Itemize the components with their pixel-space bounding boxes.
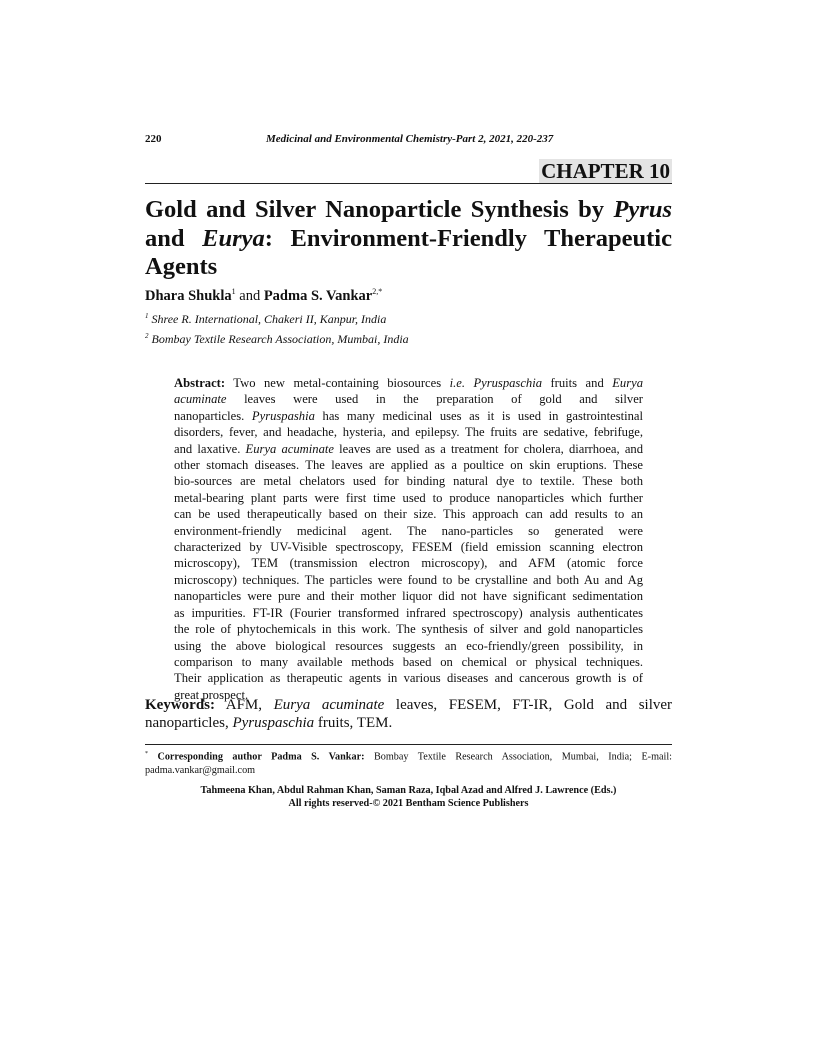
text-line (174, 539, 643, 555)
text-line (174, 391, 643, 407)
text-line (174, 605, 643, 621)
text-segment: * (145, 751, 148, 757)
text-line (174, 555, 643, 571)
author-name: Dhara Shukla (145, 287, 232, 304)
text-line (174, 490, 643, 506)
text-segment: other stomach diseases. The leaves are applied as a poultice on skin eruptions. These (174, 458, 643, 473)
text-segment: and laxative. (174, 441, 246, 456)
copyright-line: All rights reserved-© 2021 Bentham Science Publishers (288, 798, 529, 809)
text-segment: Eurya acuminate (273, 697, 385, 713)
text-segment: fruits and (542, 376, 613, 390)
text-segment: environment-friendly medicinal agent. The nano-particles so generated were (174, 523, 643, 538)
text-segment: disorders, fever, and headache, hysteria, and epilepsy. The fruits are sedative, febrifuge, (174, 425, 643, 440)
text-line (145, 225, 672, 254)
text-segment: characterized by UV-Visible spectroscopy, FESEM (field emission scanning electron (174, 540, 643, 555)
affiliation-mark: 1 (145, 312, 149, 320)
author-conjunction: and (235, 287, 264, 304)
text-segment: nanoparticles. (174, 408, 252, 423)
text-segment: Eurya (202, 224, 265, 252)
text-line (174, 654, 643, 670)
text-segment: can be used therapeutically based on their size. This approach can add results to an (174, 507, 643, 522)
affiliation-mark: 2 (145, 332, 149, 340)
text-segment: metal-bearing plant parts were first time used to produce nanoparticles which further (174, 490, 643, 505)
text-line (145, 196, 672, 225)
text-segment: Gold and Silver Nanoparticle Synthesis by (145, 196, 614, 223)
text-segment: microscopy) techniques. The particles were found to be crystalline and both Au and Ag (174, 572, 643, 587)
author-list (145, 287, 382, 305)
affiliation-text: Bombay Textile Research Association, Mumbai, India (148, 332, 409, 346)
text-segment: microscopy), TEM (transmission electron microscopy), and AFM (atomic force (174, 556, 643, 571)
text-segment: acuminate (174, 392, 227, 407)
text-line (145, 764, 672, 778)
text-line (174, 473, 643, 489)
text-segment: Abstract: (174, 376, 226, 390)
text-segment: fruits, TEM. (314, 715, 393, 731)
chapter-title (145, 196, 672, 282)
text-segment: has many medicinal uses as it is used in gastrointestinal (314, 408, 644, 423)
text-segment: Pyruspashia (251, 408, 315, 423)
text-segment: Two new metal-containing biosources (225, 376, 450, 390)
editors-credit (145, 784, 672, 810)
text-line (174, 408, 643, 424)
text-line (174, 424, 643, 440)
text-segment: comparison to many available methods based on chemical or physical techniques. (174, 654, 643, 669)
text-segment: Pyrus (613, 196, 672, 223)
text-segment: leaves, FESEM, FT-IR, Gold and silver (384, 697, 673, 713)
text-line (145, 747, 672, 764)
text-segment: : Environment-Friendly Therapeutic (264, 224, 672, 252)
text-segment: leaves are used as a treatment for cholera, diarrhoea, and (333, 441, 644, 456)
page-number: 220 (145, 133, 162, 145)
author-affiliation-mark: 2,* (372, 287, 383, 296)
text-segment: Bombay Textile Research Association, Mumbai, India; E-mail: (364, 751, 672, 763)
text-line (174, 441, 643, 457)
text-segment: Eurya (612, 376, 643, 390)
text-segment: nanoparticles were pure and their mother liquor did not have significant sedimentation (174, 589, 643, 604)
header-divider (145, 183, 672, 184)
text-segment: Agents (145, 253, 218, 280)
text-segment: and (145, 224, 203, 252)
text-line (174, 638, 643, 654)
text-line (174, 506, 643, 522)
abstract (174, 375, 643, 703)
text-line (145, 714, 672, 732)
editors-line: Tahmeena Khan, Abdul Rahman Khan, Saman Raza, Iqbal Azad and Alfred J. Lawrence (Eds.) (200, 785, 617, 796)
text-segment: i.e. Pyruspaschia (449, 376, 543, 390)
affiliation (145, 332, 409, 347)
text-segment: AFM, (215, 697, 274, 713)
keywords (145, 696, 672, 732)
affiliation-text: Shree R. International, Chakeri II, Kanpur, India (148, 312, 387, 326)
text-segment: bio-sources are metal chelators used for binding natural dye to textile. These both (174, 474, 643, 489)
text-line (174, 621, 643, 637)
chapter-label: CHAPTER 10 (541, 159, 670, 183)
text-segment: Their application as therapeutic agents in various diseases and cancerous growth is of (174, 671, 643, 686)
text-segment: Eurya acuminate (245, 441, 334, 456)
text-segment: Keywords: (145, 697, 215, 713)
text-segment: Corresponding author Padma S. Vankar: (148, 751, 365, 763)
text-segment: padma.vankar@gmail.com (145, 765, 256, 777)
running-header: Medicinal and Environmental Chemistry-Part 2, 2021, 220-237 (266, 133, 554, 145)
text-segment: using the above biological resources suggests an eco-friendly/green possibility, in (174, 638, 643, 653)
footnote-divider (145, 744, 672, 745)
affiliation (145, 312, 386, 327)
author-name: Padma S. Vankar (263, 287, 373, 304)
text-line (174, 375, 643, 391)
text-line (174, 523, 643, 539)
text-segment: as impurities. FT-IR (Fourier transformed infrared spectroscopy) analysis authenticates (174, 605, 643, 620)
text-segment: great prospect. (174, 687, 249, 702)
text-line (174, 588, 643, 604)
text-line (174, 670, 643, 686)
text-line (145, 696, 672, 714)
text-segment: Pyruspaschia (232, 715, 315, 731)
text-segment: nanoparticles, (145, 715, 233, 731)
text-line (174, 457, 643, 473)
footnote (145, 747, 672, 778)
author-affiliation-mark: 1 (231, 287, 236, 296)
text-segment: leaves were used in the preparation of gold and silver (226, 392, 643, 407)
text-line (145, 253, 672, 282)
text-segment: the role of phytochemicals in this work. The synthesis of silver and gold nanoparticles (174, 622, 643, 637)
text-line (174, 572, 643, 588)
